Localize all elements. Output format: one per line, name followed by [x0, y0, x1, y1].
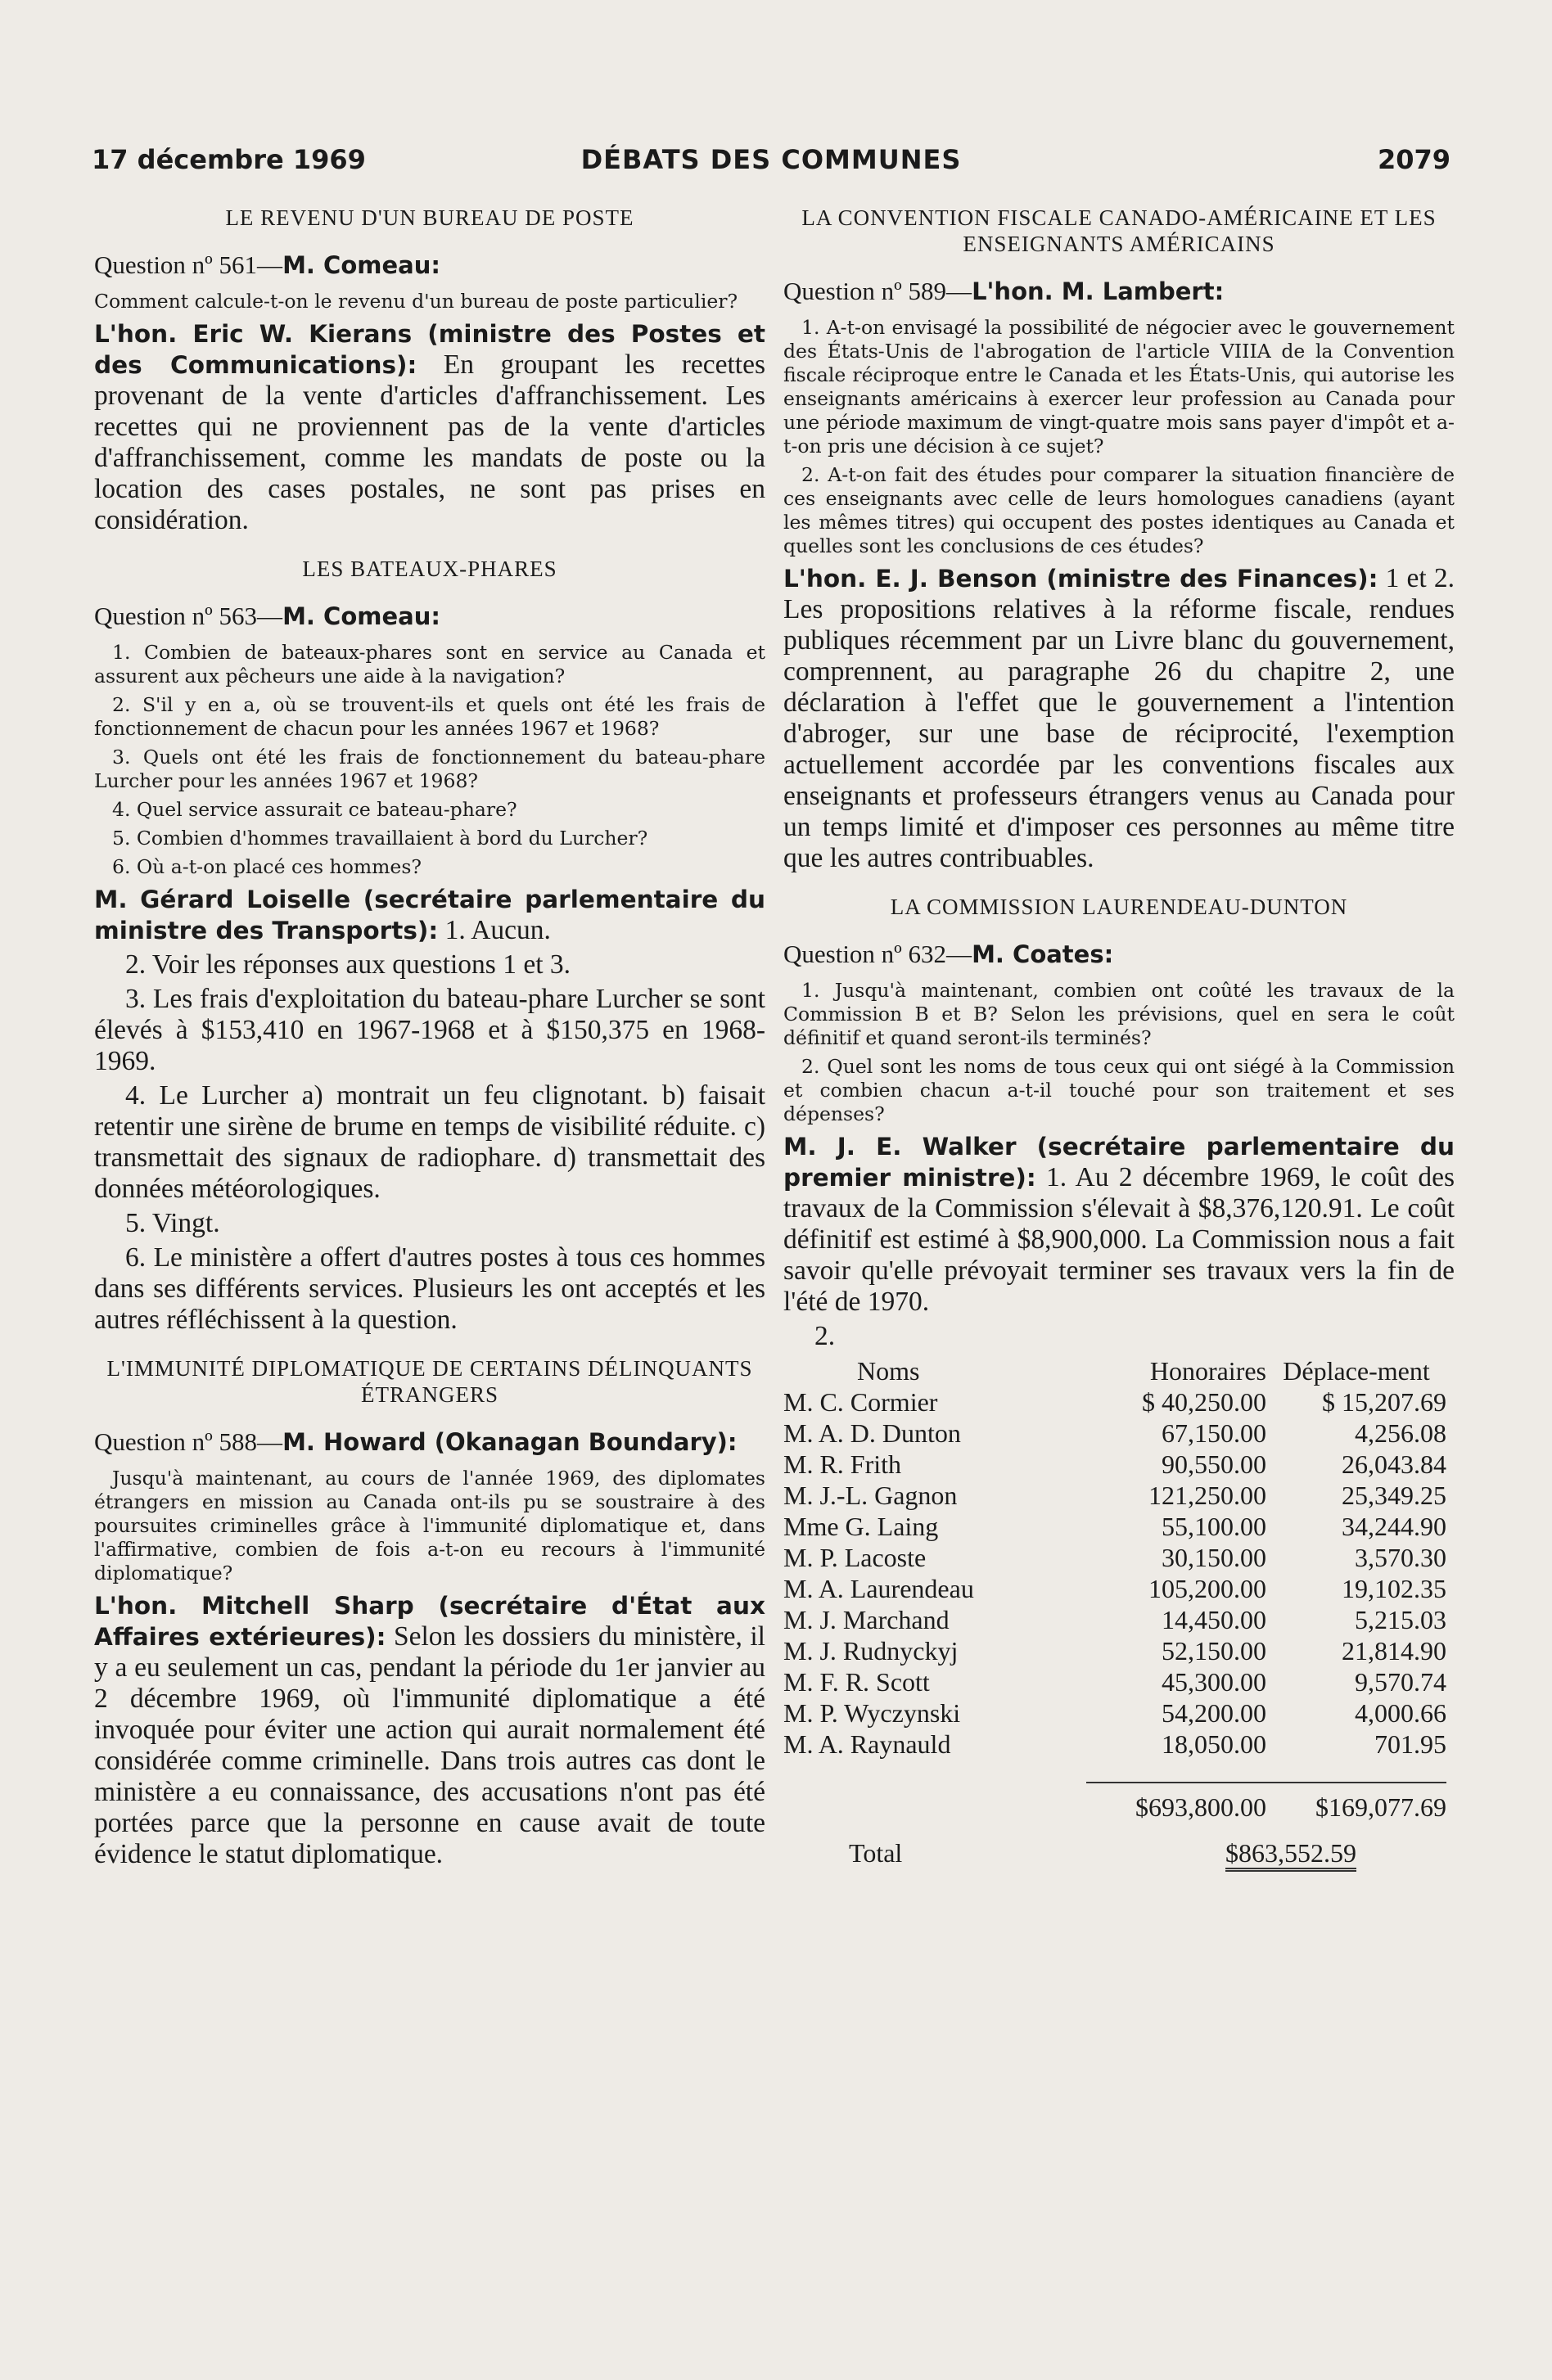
section-heading: LE REVENU D'UN BUREAU DE POSTE: [225, 205, 634, 230]
running-head: [92, 137, 1450, 178]
table-row: [783, 1418, 1446, 1449]
table-row: [783, 1449, 1446, 1480]
col-header-fees: Honoraires: [1149, 1356, 1266, 1386]
row-fees: 90,550.00: [1162, 1449, 1266, 1479]
row-fees: 14,450.00: [1162, 1605, 1266, 1634]
table-body: [783, 1386, 1446, 1868]
question-item: 1. Jusqu'à maintenant, combien ont coûté les travaux de la Commission B et B? Selon les prévisions, quel en sera le coût définitif et quand seront-ils terminés?: [783, 979, 1455, 1049]
row-name: M. P. Lacoste: [783, 1543, 927, 1572]
row-name: M. F. R. Scott: [783, 1667, 930, 1697]
row-name: M. J. Marchand: [783, 1605, 950, 1634]
row-travel: 5,215.03: [1355, 1605, 1446, 1634]
answer-paragraph: [783, 1131, 1455, 1318]
table-row: [783, 1666, 1446, 1697]
row-fees: 30,150.00: [1162, 1543, 1266, 1572]
question-item: 3. Quels ont été les frais de fonctionnement du bateau-phare Lurcher pour les années 1967 et 1968?: [94, 746, 765, 792]
row-name: M. A. Laurendeau: [783, 1574, 974, 1603]
question-number: Question nº 589—: [783, 277, 972, 305]
answer-item: 4. Le Lurcher a) montrait un feu clignotant. b) faisait retentir une sirène de brume en temps de visibilité réduite. c) transmettait des signaux de radiophare. d) transmettait des données météorologiques.: [94, 1080, 765, 1204]
right-column: [783, 205, 1455, 1868]
total-amount: $863,552.59: [1225, 1838, 1356, 1872]
total-row: [783, 1837, 1446, 1868]
row-fees: 52,150.00: [1162, 1636, 1266, 1666]
subtotal-travel: $169,077.69: [1266, 1783, 1446, 1823]
answer-paragraph: [783, 563, 1455, 874]
table-header-row: [783, 1355, 1446, 1386]
answer-item: 5. Vingt.: [125, 1208, 220, 1238]
section-heading: L'IMMUNITÉ DIPLOMATIQUE DE CERTAINS DÉLINQUANTS ÉTRANGERS: [106, 1356, 753, 1407]
question-number: Question nº 588—: [94, 1427, 283, 1456]
answer-text: 1. Aucun.: [438, 915, 551, 945]
row-fees: 45,300.00: [1162, 1667, 1266, 1697]
question-asker: M. Comeau:: [282, 251, 440, 279]
row-travel: 19,102.35: [1342, 1574, 1446, 1603]
table-row: [783, 1573, 1446, 1604]
question-item: 2. A-t-on fait des études pour comparer la situation financière de ces enseignants avec celle de leurs homologues canadiens (ayant les mêmes titres) qui occupent des postes identiques au Canada et quelles sont les conclusions de ces études?: [783, 463, 1455, 557]
answer-item: 6. Le ministère a offert d'autres postes à tous ces hommes dans ses différents services. Plusieurs les ont acceptés et les autres réfléchissent à la question.: [94, 1242, 765, 1335]
table-row: [783, 1386, 1446, 1418]
subtotal-row: [783, 1783, 1446, 1823]
question-line: [783, 275, 1455, 308]
question-item: 4. Quel service assurait ce bateau-phare?: [112, 798, 517, 821]
row-name: M. A. Raynauld: [783, 1729, 951, 1759]
row-name: M. C. Cormier: [783, 1387, 938, 1417]
subtotal-fees: $693,800.00: [1086, 1783, 1266, 1823]
question-item: 1. A-t-on envisagé la possibilité de négocier avec le gouvernement des États-Unis de l'abrogation de l'article VIIIA de la Convention fiscale réciproque entre le Canada et les États-Unis, qui autorise les enseignants américains à exercer leur profession au Canada pour une période maximum de vingt-quatre mois sans payer d'impôt et a-t-on pris une décision à ce sujet?: [783, 316, 1455, 458]
answer-item: 2. Voir les réponses aux questions 1 et 3.: [125, 949, 571, 980]
answer-speaker: L'hon. Eric W. Kierans (ministre des Postes et des Communications):: [94, 320, 765, 379]
question-asker: M. Comeau:: [282, 602, 440, 630]
question-asker: L'hon. M. Lambert:: [972, 277, 1225, 305]
answer-paragraph: [94, 1590, 765, 1870]
left-column: [94, 205, 765, 1873]
row-name: M. J.-L. Gagnon: [783, 1481, 958, 1510]
row-name: M. R. Frith: [783, 1449, 902, 1479]
table-row: [783, 1480, 1446, 1511]
row-travel: 4,256.08: [1355, 1418, 1446, 1448]
question-item: 5. Combien d'hommes travaillaient à bord du Lurcher?: [112, 827, 648, 850]
question-asker: M. Howard (Okanagan Boundary):: [282, 1428, 738, 1456]
page-number: 2079: [1377, 144, 1450, 175]
question-item: 1. Combien de bateaux-phares sont en service au Canada et assurent aux pêcheurs une aide à la navigation?: [94, 641, 765, 687]
table-row: [783, 1635, 1446, 1666]
row-name: M. J. Rudnyckyj: [783, 1636, 959, 1666]
row-fees: $ 40,250.00: [1142, 1387, 1266, 1417]
row-fees: 54,200.00: [1162, 1698, 1266, 1728]
question-text: Comment calcule-t-on le revenu d'un bureau de poste particulier?: [94, 290, 738, 313]
row-fees: 55,100.00: [1162, 1512, 1266, 1541]
row-travel: 26,043.84: [1342, 1449, 1446, 1479]
question-number: Question nº 561—: [94, 250, 283, 279]
col-header-names: Noms: [857, 1356, 920, 1386]
row-travel: 9,570.74: [1355, 1667, 1446, 1697]
col-header-travel: Déplace-ment: [1283, 1356, 1430, 1386]
question-line: [94, 249, 765, 282]
row-travel: 4,000.66: [1355, 1698, 1446, 1728]
answer-speaker: M. J. E. Walker (secrétaire parlementaire du premier ministre):: [783, 1133, 1455, 1192]
row-travel: $ 15,207.69: [1322, 1387, 1446, 1417]
row-fees: 67,150.00: [1162, 1418, 1266, 1448]
question-line: [783, 938, 1455, 971]
question-item: 2. Quel sont les noms de tous ceux qui ont siégé à la Commission et combien chacun a-t-il touché pour son traitement et ses dépenses?: [783, 1055, 1455, 1125]
header-title: DÉBATS DES COMMUNES: [580, 144, 962, 175]
row-travel: 701.95: [1374, 1729, 1446, 1759]
answer-paragraph: [94, 318, 765, 536]
answer-item: 3. Les frais d'exploitation du bateau-phare Lurcher se sont élevés à $153,410 en 1967-1968 et à $150,375 en 1968-1969.: [94, 984, 765, 1076]
question-asker: M. Coates:: [972, 940, 1114, 968]
answer-text: Selon les dossiers du ministère, il y a eu seulement un cas, pendant la période du 1er janvier au 2 décembre 1969, où l'immunité diplomatique a été invoquée pour éviter une action qui aurait normalement été considérée comme criminelle. Dans trois autres cas dont le ministère a eu connaissance, des accusations n'ont pas été portées parce que la personne en cause avait de toute évidence le statut diplomatique.: [94, 1621, 765, 1869]
question-number: Question nº 563—: [94, 602, 283, 630]
question-line: [94, 600, 765, 633]
answer-text: 1 et 2. Les propositions relatives à la réforme fiscale, rendues publiques récemment par un Livre blanc du gouvernement, comprennent, au paragraphe 26 du chapitre 2, une déclaration à l'effet que le gouvernement a l'intention d'abroger, sur une base de réciprocité, l'exemption actuellement accordée par les conventions fiscales aux enseignants et professeurs étrangers venus au Canada pour un temps limité et d'imposer ces personnes au même titre que les autres contribuables.: [783, 563, 1455, 873]
section-heading: LA CONVENTION FISCALE CANADO-AMÉRICAINE ET LES ENSEIGNANTS AMÉRICAINS: [801, 205, 1437, 256]
answer-speaker: M. Gérard Loiselle (secrétaire parlementaire du ministre des Transports):: [94, 886, 765, 944]
question-text: Jusqu'à maintenant, au cours de l'année 1969, des diplomates étrangers en mission au Canada ont-ils pu se soustraire à des poursuites criminelles grâce à l'immunité diplomatique et, dans l'affirmative, combien de fois a-t-on eu recours à l'immunité diplomatique?: [94, 1467, 765, 1584]
question-item: 2. S'il y en a, où se trouvent-ils et quels ont été les frais de fonctionnement de chacun pour les années 1967 et 1968?: [94, 693, 765, 740]
table-row: [783, 1542, 1446, 1573]
table-row: [783, 1511, 1446, 1542]
answer-text: En groupant les recettes provenant de la vente d'articles d'affranchissement. Les recettes qui ne proviennent pas de la vente d'articles d'affranchissement, comme les mandats de poste ou la location des cases postales, ne sont pas prises en considération.: [94, 349, 765, 535]
answer-speaker: L'hon. E. J. Benson (ministre des Finances):: [783, 565, 1378, 593]
total-value: [1086, 1837, 1446, 1868]
question-line: [94, 1426, 765, 1458]
table-row: [783, 1604, 1446, 1635]
row-travel: 21,814.90: [1342, 1636, 1446, 1666]
row-fees: 18,050.00: [1162, 1729, 1266, 1759]
commissioners-table: [783, 1355, 1446, 1868]
row-travel: 3,570.30: [1355, 1543, 1446, 1572]
section-heading: LES BATEAUX-PHARES: [302, 557, 557, 581]
answer-item: 2.: [814, 1321, 836, 1351]
table-row: [783, 1729, 1446, 1760]
row-travel: 34,244.90: [1342, 1512, 1446, 1541]
question-number: Question nº 632—: [783, 940, 972, 968]
row-fees: 121,250.00: [1148, 1481, 1266, 1510]
row-name: Mme G. Laing: [783, 1512, 939, 1541]
answer-paragraph: [94, 884, 765, 946]
row-name: M. A. D. Dunton: [783, 1418, 961, 1448]
row-name: M. P. Wyczynski: [783, 1698, 961, 1728]
header-date: 17 décembre 1969: [92, 144, 366, 175]
section-heading: LA COMMISSION LAURENDEAU-DUNTON: [890, 895, 1348, 919]
answer-text: 1. Au 2 décembre 1969, le coût des travaux de la Commission s'élevait à $8,376,120.91. Le coût définitif est estimé à $8,900,000. La Commission nous a fait savoir qu'elle prévoyait terminer ses travaux vers la fin de l'été de 1970.: [783, 1162, 1455, 1317]
row-fees: 105,200.00: [1148, 1574, 1266, 1603]
answer-speaker: L'hon. Mitchell Sharp (secrétaire d'État aux Affaires extérieures):: [94, 1592, 765, 1651]
question-item: 6. Où a-t-on placé ces hommes?: [112, 855, 422, 878]
row-travel: 25,349.25: [1342, 1481, 1446, 1510]
table-row: [783, 1697, 1446, 1729]
total-label: Total: [849, 1838, 903, 1868]
